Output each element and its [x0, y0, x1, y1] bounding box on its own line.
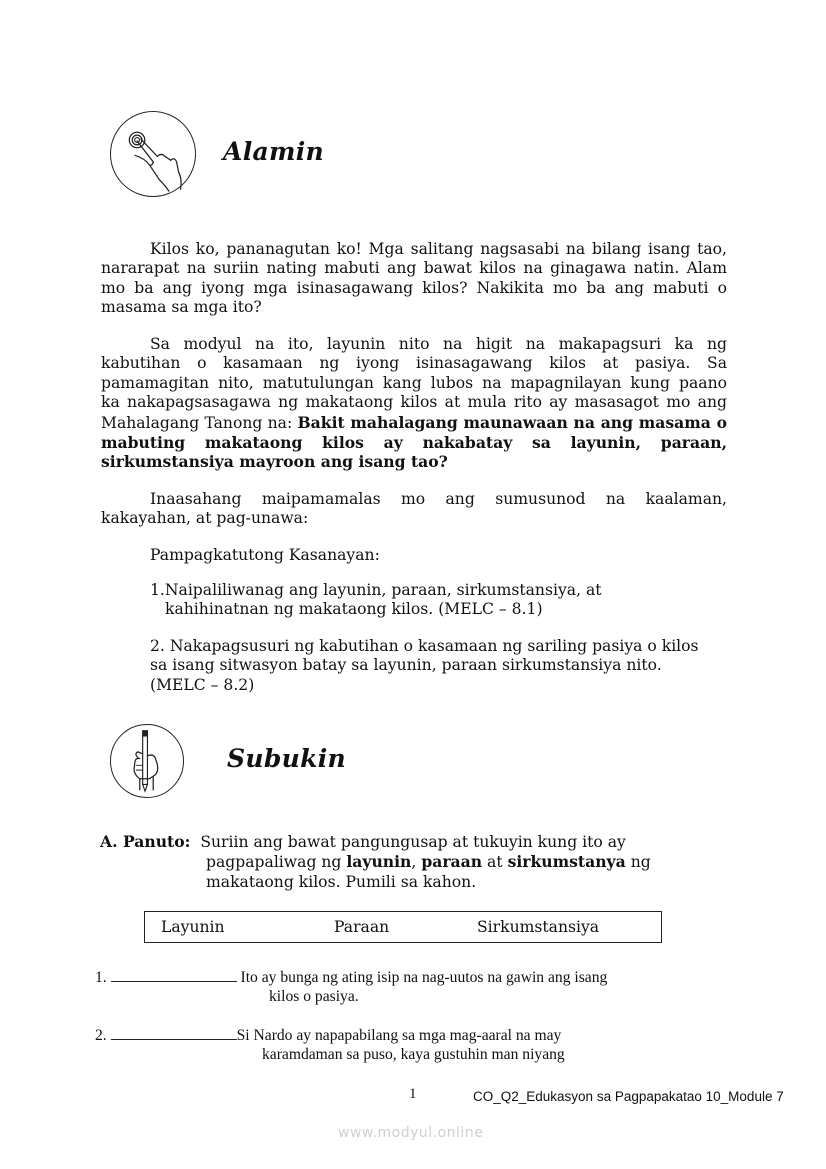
essential-question: Bakit mahalagang maunawaan na ang masama o [297, 412, 727, 432]
text-line: nararapat na suriin nating mabuti ang bawat kilos na ginagawa natin. Alam [101, 259, 727, 278]
question-text: karamdaman sa puso, kaya gustuhin man niyang [262, 1046, 565, 1063]
text-line: at [482, 853, 508, 871]
text-line: Inaasahang maipamamalas mo ang sumusunod na kaalaman, [150, 490, 727, 508]
text-line: sa isang sitwasyon batay sa layunin, paraan sirkumstansiya nito. [150, 656, 662, 675]
text-line: (MELC – 8.2) [150, 675, 255, 694]
text-line: kabutihan o kasamaan ng iyong isinasagawang kilos at pasiya. Sa [101, 354, 727, 373]
choices-box [144, 911, 662, 943]
text-line: pamamagitan nito, matutulungan kang lubos na mapagnilayan kung paano [101, 373, 727, 392]
answer-blank[interactable] [111, 969, 237, 982]
alamin-paragraph-1 [101, 240, 727, 318]
instructions [100, 832, 700, 892]
question-number: 2. [95, 1027, 107, 1044]
keyword-sirkumstanya: sirkumstanya [507, 852, 626, 871]
choice-sirkumstansiya: Sirkumstansiya [477, 918, 600, 936]
text-line: kahihinatnan ng makataong kilos. (MELC – 8.1) [165, 600, 543, 619]
text-line: 2. Nakapagsusuri ng kabutihan o kasamaan ng sariling pasiya o kilos [150, 637, 699, 655]
question-2 [95, 1026, 715, 1064]
question-text: Si Nardo ay napapabilang sa mga mag-aaral na may [236, 1027, 562, 1044]
alamin-paragraph-3 [101, 490, 727, 529]
module-code: CO_Q2_Edukasyon sa Pagpapakatao 10_Module 7 [473, 1089, 784, 1104]
section-title-subukin: Subukin [227, 744, 346, 773]
competency-item-2 [150, 637, 699, 695]
section-title-alamin: Alamin [223, 137, 325, 166]
keyword-layunin: layunin [346, 852, 412, 871]
text-line: makataong kilos. Pumili sa kahon. [206, 873, 477, 891]
question-1 [95, 968, 715, 1006]
text-line: kakayahan, at pag-unawa: [101, 509, 309, 528]
competency-item-1 [150, 581, 602, 620]
instructions-label: A. Panuto: [100, 832, 191, 851]
hand-holding-pencil-icon [110, 724, 184, 798]
keyword-paraan: paraan [421, 852, 483, 871]
watermark: www.modyul.online [338, 1125, 484, 1141]
text-line: Kilos ko, pananagutan ko! Mga salitang nagsasabi na bilang isang tao, [150, 240, 727, 258]
question-number: 1. [95, 969, 107, 986]
essential-question: mabuting makataong kilos ay nakabatay sa layunin, paraan, [101, 433, 727, 453]
hand-pointing-icon [110, 111, 196, 197]
question-text: kilos o pasiya. [269, 988, 359, 1005]
competency-heading: Pampagkatutong Kasanayan: [150, 546, 380, 564]
choice-paraan: Paraan [334, 918, 390, 936]
text-line: mo ba ang iyong mga isinasagawang kilos? Nakikita mo ba ang mabuti o [101, 278, 727, 297]
text-line: ka nakapagsasagawa ng makataong kilos at mula rito ay masasagot mo ang [101, 393, 727, 412]
question-text: Ito ay bunga ng ating isip na nag-uutos na gawin ang isang [240, 969, 608, 986]
essential-question: sirkumstansiya mayroon ang isang tao? [101, 452, 448, 472]
text-line: pagpapaliwag ng [206, 853, 347, 871]
text-line: ng [625, 853, 651, 871]
page-number: 1 [409, 1086, 417, 1102]
alamin-paragraph-2 [101, 335, 727, 472]
text-line: , [411, 853, 422, 871]
text-line: 1.Naipaliliwanag ang layunin, paraan, sirkumstansiya, at [150, 581, 602, 599]
answer-blank[interactable] [111, 1027, 237, 1040]
text-line: Sa modyul na ito, layunin nito na higit na makapagsuri ka ng [150, 335, 727, 353]
text-line: masama sa mga ito? [101, 298, 262, 317]
choice-layunin: Layunin [161, 918, 225, 936]
text-line: Suriin ang bawat pangungusap at tukuyin kung ito ay [200, 833, 626, 851]
text-line: Mahalagang Tanong na: [101, 413, 298, 432]
